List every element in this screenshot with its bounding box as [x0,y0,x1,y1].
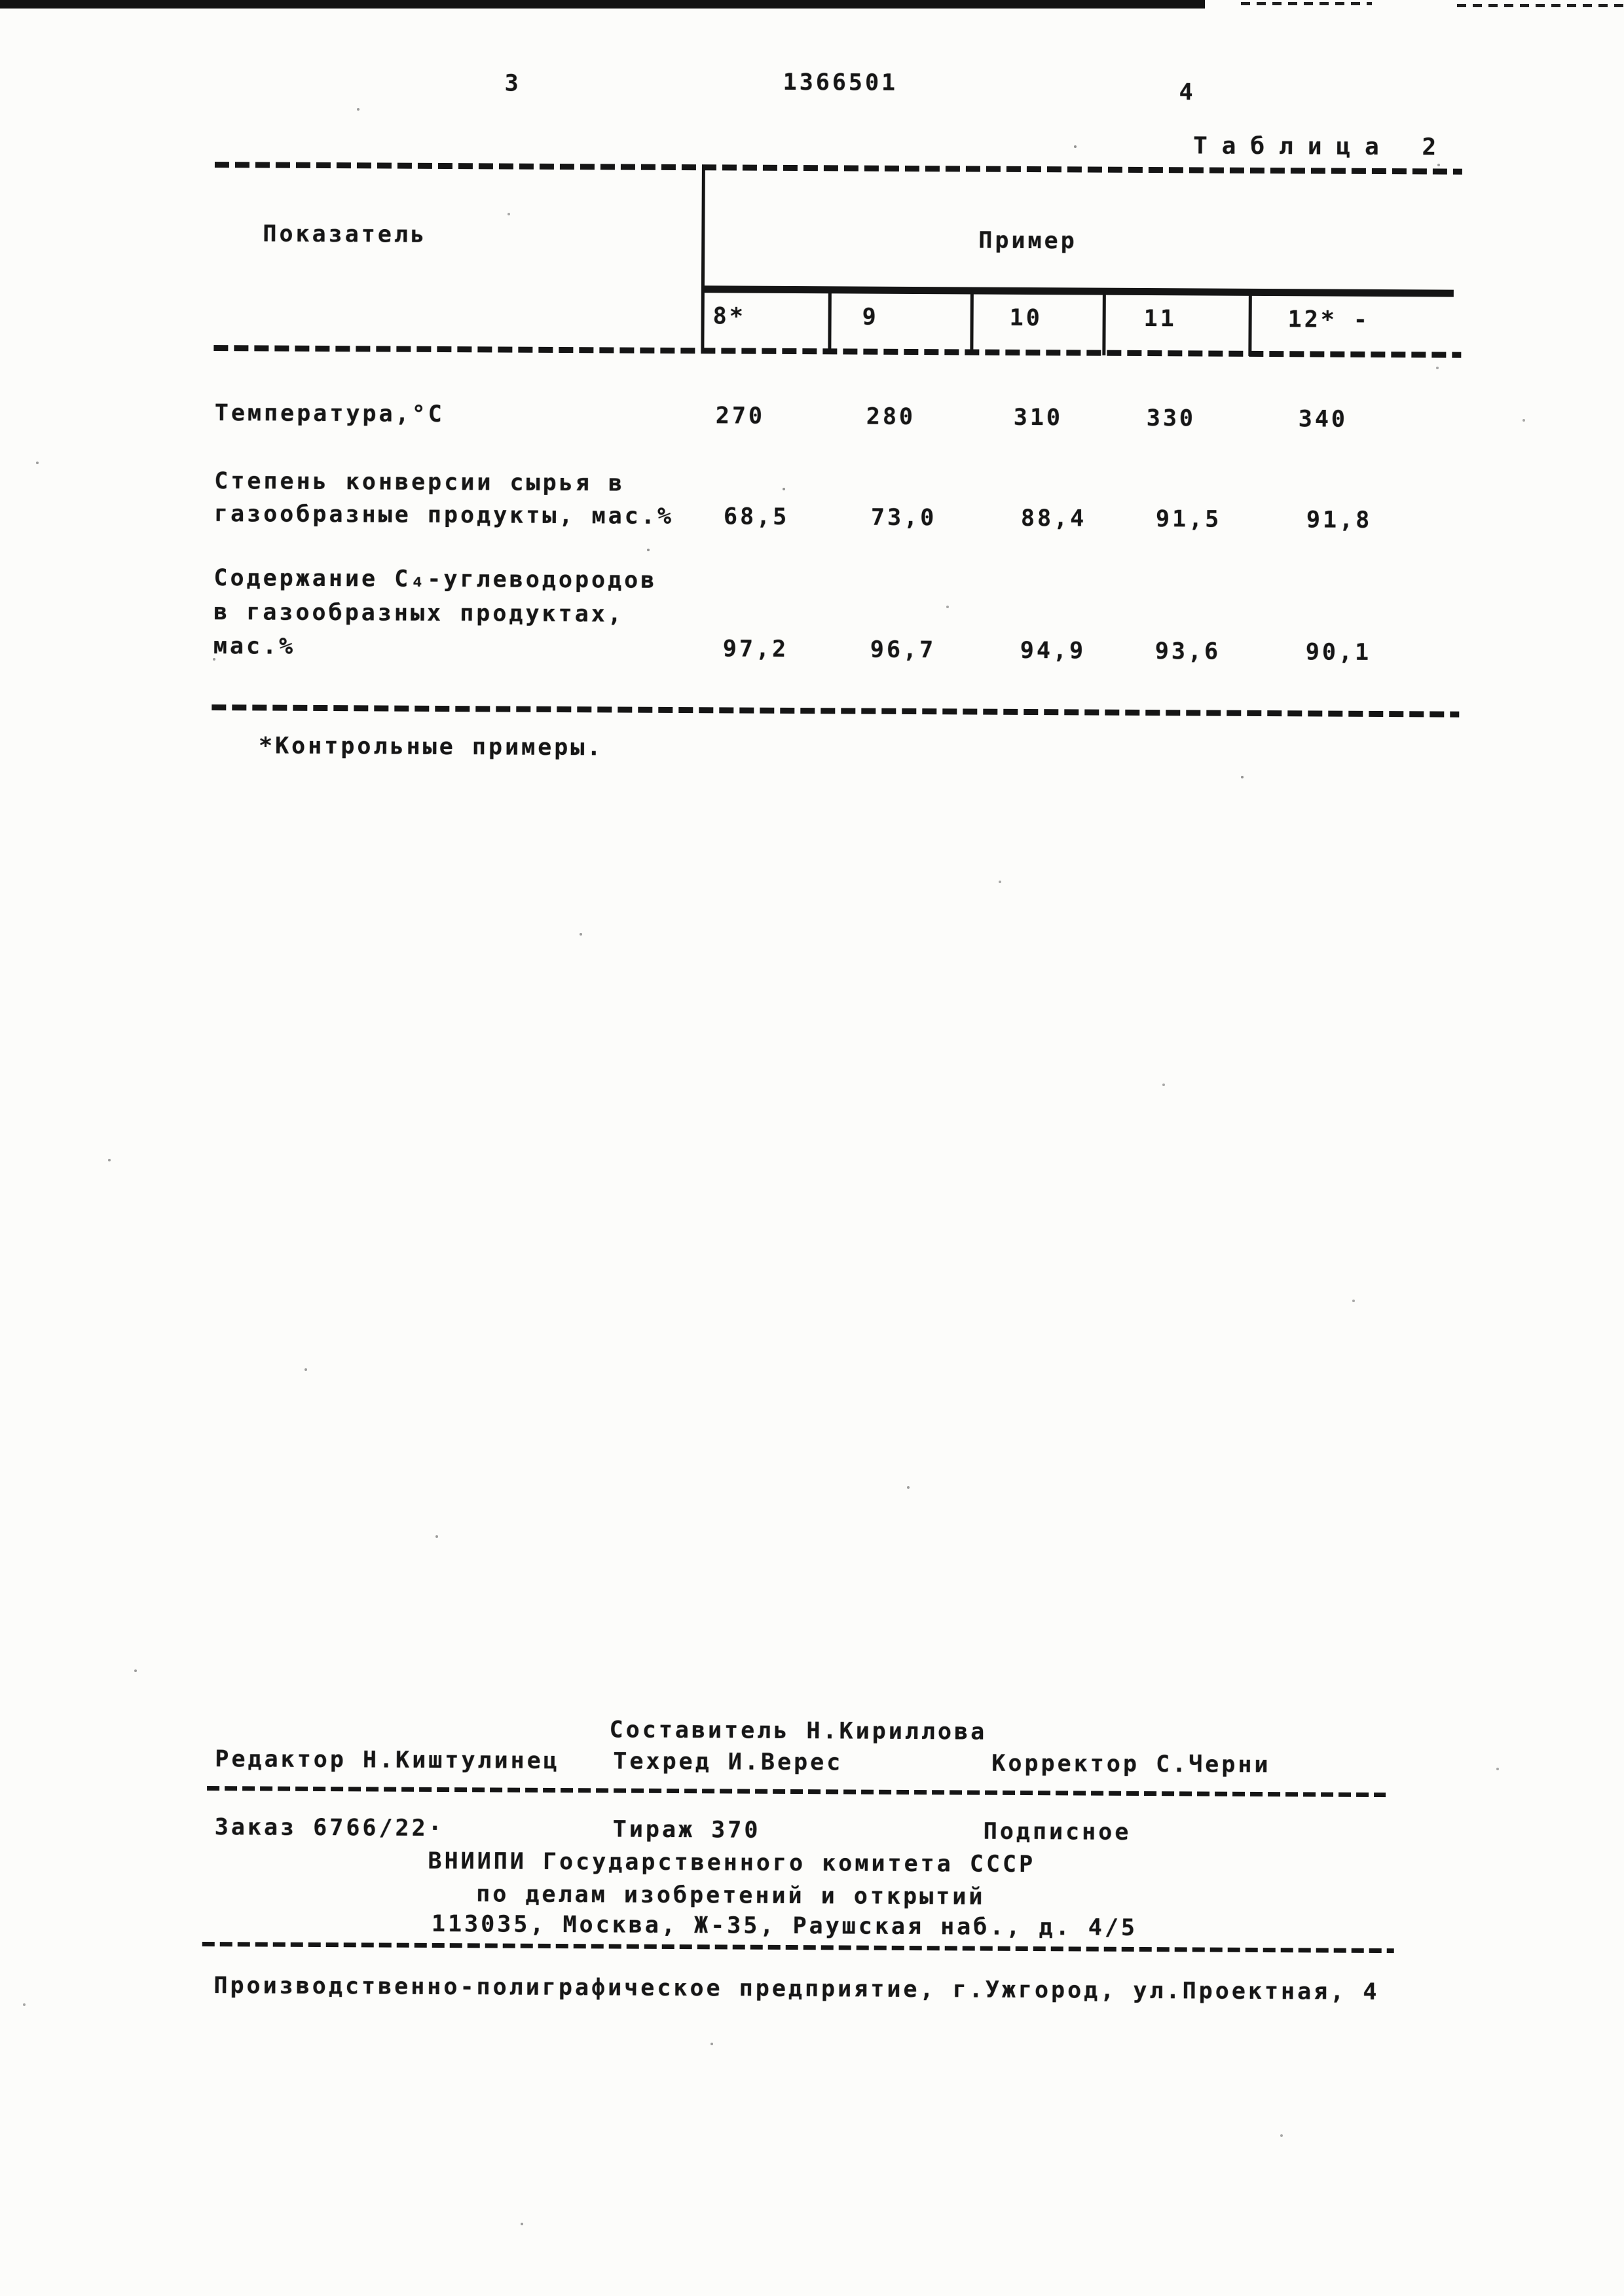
table-subheader-rule [703,285,1454,297]
table-vline-col [1102,293,1106,355]
table-vline-col [828,291,832,354]
cell-value: 94,9 [1020,637,1086,665]
cell-value: 91,8 [1306,507,1373,534]
row-label: в газообразных продуктах, [213,599,625,628]
table-vline-main [701,168,705,352]
column-header: 8* [712,303,746,330]
cell-value: 310 [1013,404,1063,431]
cell-value: 280 [866,403,916,431]
row-label: Степень конверсии сырья в [214,468,625,497]
colophon-org-line2: по делам изобретений и открытий [476,1881,986,1910]
cell-value: 88,4 [1020,505,1087,532]
table-caption: Таблица 2 [1193,132,1451,161]
table-vline-col [970,292,974,354]
cell-value: 93,6 [1154,638,1221,665]
column-header: 9 [862,304,879,331]
cell-value: 96,7 [870,636,936,664]
colophon-divider-top [207,1786,1386,1797]
colophon-printer: Производственно-полиграфическое предприятие, г.Ужгород, ул.Проектная, 4 [213,1973,1380,2006]
row-label: мас.% [213,633,296,660]
patent-number: 1366501 [783,69,898,96]
colophon-corrector: Корректор С.Черни [991,1750,1271,1779]
column-header: 11 [1143,305,1177,333]
column-header: 10 [1009,304,1043,332]
colophon-subscription: Подписное [983,1818,1132,1846]
colophon-compiler: Составитель Н.Кириллова [609,1717,987,1745]
colophon-techred: Техред И.Верес [613,1748,843,1776]
table-vline-col [1248,294,1252,356]
column-header: 12* - [1287,306,1371,333]
colophon-editor: Редактор Н.Киштулинец [215,1746,560,1775]
row-label: газообразные продукты, мас.% [213,501,674,530]
cell-value: 330 [1146,405,1196,432]
table-border-header [213,345,1461,358]
table-header-group: Пример [978,227,1077,255]
table-header-indicator: Показатель [263,221,428,248]
colophon-order: Заказ 6766/22· [214,1814,445,1842]
cell-value: 90,1 [1305,639,1372,666]
cell-value: 73,0 [870,504,937,532]
cell-value: 91,5 [1155,506,1222,533]
page-number-right: 4 [1179,79,1196,106]
cell-value: 68,5 [723,503,790,530]
row-label: Содержание С₄-углеводородов [213,565,657,594]
cell-value: 97,2 [722,636,789,663]
table-border-top [215,162,1462,175]
colophon-address: 113035, Москва, Ж-35, Раушская наб., д. 4/5 [431,1910,1138,1941]
page-number-left: 3 [504,70,521,97]
colophon-divider-bottom [202,1942,1394,1953]
colophon-org-line1: ВНИИПИ Государственного комитета СССР [428,1848,1036,1878]
table-border-bottom [212,704,1459,718]
colophon-print-run: Тираж 370 [612,1816,761,1844]
cell-value: 340 [1298,406,1348,433]
table-footnote: *Контрольные примеры. [258,733,604,761]
row-label: Температура,°С [214,400,445,428]
cell-value: 270 [715,403,766,429]
scan-artifact-top-dots [1241,2,1372,5]
